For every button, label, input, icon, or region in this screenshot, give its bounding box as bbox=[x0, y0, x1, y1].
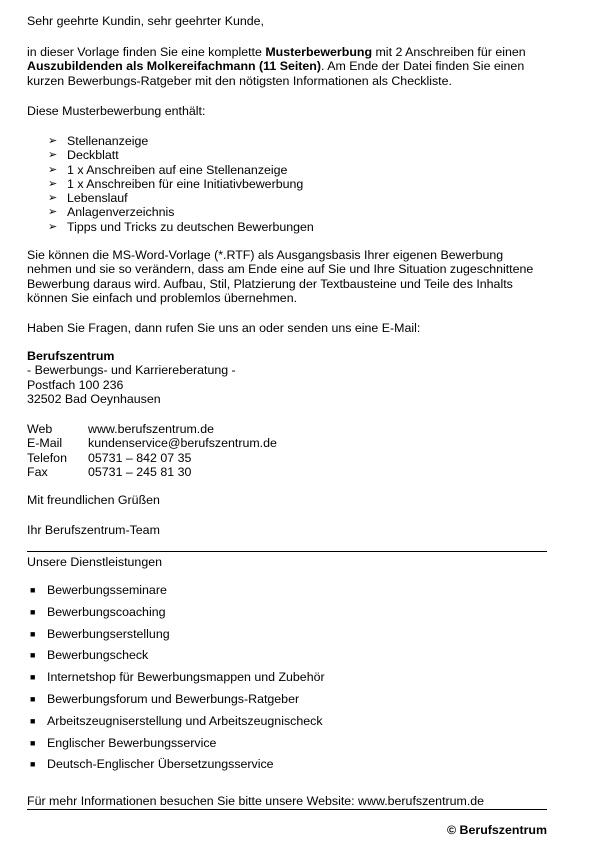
list-item bbox=[30, 582, 325, 604]
square-bullet-icon: ■ bbox=[30, 737, 36, 748]
list-item bbox=[48, 177, 314, 191]
list-item bbox=[30, 647, 325, 669]
service-label: Bewerbungsseminare bbox=[47, 583, 167, 597]
list-item-label: Deckblatt bbox=[67, 148, 119, 163]
service-label: Arbeitszeugniserstellung und Arbeitszeugnischeck bbox=[47, 713, 323, 728]
intro-bold-1: Musterbewerbung bbox=[265, 45, 373, 59]
contents-list bbox=[48, 134, 314, 234]
list-item bbox=[48, 163, 314, 177]
phone-number: 05731 – 842 07 35 bbox=[88, 450, 192, 465]
arrow-bullet-icon: ➢ bbox=[48, 149, 58, 162]
list-item bbox=[48, 220, 314, 234]
address-city: 32502 Bad Oeynhausen bbox=[27, 391, 161, 406]
questions-paragraph: Haben Sie Fragen, dann rufen Sie uns an oder senden uns eine E-Mail: bbox=[27, 321, 421, 335]
list-item-label: Tipps und Tricks zu deutschen Bewerbungen bbox=[67, 219, 314, 234]
square-bullet-icon: ■ bbox=[30, 585, 36, 595]
square-bullet-icon: ■ bbox=[30, 759, 36, 770]
contact-row-email bbox=[27, 436, 277, 450]
footer-divider bbox=[27, 809, 547, 810]
salutation: Sehr geehrte Kundin, sehr geehrter Kunde, bbox=[27, 14, 264, 28]
services-list bbox=[30, 582, 325, 778]
service-label: Bewerbungscoaching bbox=[47, 604, 166, 619]
list-item-label: 1 x Anschreiben für eine Initiativbewerbung bbox=[67, 176, 304, 191]
website-link[interactable]: www.berufszentrum.de bbox=[88, 422, 215, 436]
square-bullet-icon: ■ bbox=[30, 628, 36, 639]
arrow-bullet-icon: ➢ bbox=[48, 163, 58, 176]
list-item bbox=[30, 626, 325, 648]
intro-bold-2: Auszubildenden als Molkereifachmann (11 Seiten) bbox=[27, 59, 322, 74]
contact-row-web bbox=[27, 422, 277, 436]
list-item bbox=[30, 604, 325, 626]
intro-text-3: . Am Ende der Datei finden Sie einen kurzen Bewerbungs-Ratgeber mit den nötigsten Informationen als Checkliste. bbox=[27, 59, 525, 88]
list-item bbox=[48, 148, 314, 162]
contact-label: Telefon bbox=[27, 450, 67, 465]
list-item bbox=[48, 134, 314, 148]
arrow-bullet-icon: ➢ bbox=[48, 206, 58, 219]
contact-label: E-Mail bbox=[27, 436, 63, 451]
arrow-bullet-icon: ➢ bbox=[48, 220, 58, 233]
contact-label: Web bbox=[27, 422, 53, 436]
service-label: Bewerbungscheck bbox=[47, 648, 149, 663]
intro-text-1: in dieser Vorlage finden Sie eine komplette bbox=[27, 45, 266, 59]
service-label: Bewerbungserstellung bbox=[47, 626, 170, 641]
square-bullet-icon: ■ bbox=[30, 650, 36, 661]
fax-number: 05731 – 245 81 30 bbox=[88, 464, 192, 479]
closing: Mit freundlichen Grüßen bbox=[27, 493, 160, 507]
services-heading: Unsere Dienstleistungen bbox=[27, 555, 162, 569]
email-link[interactable]: kundenservice@berufszentrum.de bbox=[88, 436, 277, 451]
service-label: Internetshop für Bewerbungsmappen und Zubehör bbox=[47, 670, 325, 685]
list-item bbox=[30, 691, 325, 713]
arrow-bullet-icon: ➢ bbox=[48, 192, 58, 205]
square-bullet-icon: ■ bbox=[30, 693, 36, 704]
contact-details bbox=[27, 422, 277, 479]
contents-heading: Diese Musterbewerbung enthält: bbox=[27, 104, 206, 118]
square-bullet-icon: ■ bbox=[30, 606, 36, 617]
square-bullet-icon: ■ bbox=[30, 672, 36, 683]
company-name: Berufszentrum bbox=[27, 349, 115, 363]
contact-label: Fax bbox=[27, 464, 48, 479]
footer-info: Für mehr Informationen besuchen Sie bitte unsere Website: www.berufszentrum.de bbox=[27, 794, 485, 808]
contact-row-phone bbox=[27, 451, 277, 465]
list-item bbox=[30, 713, 325, 735]
list-item bbox=[30, 756, 325, 778]
list-item bbox=[30, 735, 325, 757]
list-item-label: Anlagenverzeichnis bbox=[67, 205, 175, 220]
list-item-label: Stellenanzeige bbox=[67, 134, 149, 148]
address-street: Postfach 100 236 bbox=[27, 377, 124, 392]
list-item-label: Lebenslauf bbox=[67, 191, 128, 206]
company-subtitle: - Bewerbungs- und Karriereberatung - bbox=[27, 363, 236, 378]
list-item-label: 1 x Anschreiben auf eine Stellenanzeige bbox=[67, 162, 288, 177]
arrow-bullet-icon: ➢ bbox=[48, 135, 58, 147]
intro-text-2: mit 2 Anschreiben für einen bbox=[372, 45, 526, 59]
divider bbox=[27, 551, 547, 552]
list-item bbox=[30, 669, 325, 691]
intro-paragraph bbox=[27, 45, 547, 88]
arrow-bullet-icon: ➢ bbox=[48, 177, 58, 190]
square-bullet-icon: ■ bbox=[30, 715, 36, 726]
contact-row-fax bbox=[27, 465, 277, 479]
address-block bbox=[27, 349, 547, 406]
service-label: Englischer Bewerbungsservice bbox=[47, 735, 217, 750]
usage-paragraph: Sie können die MS-Word-Vorlage (*.RTF) als Ausgangsbasis Ihrer eigenen Bewerbung nehmen und sie so verändern, dass am Ende eine auf Sie und Ihre Situation zugeschnittene Bewerbung daraus wird. Aufbau, Stil, Platzierung der Textbausteine und Teile des Inhalts können Sie einfach und problemlos übernehmen. bbox=[27, 248, 534, 305]
list-item bbox=[48, 191, 314, 205]
copyright: © Berufszentrum bbox=[446, 823, 547, 837]
list-item bbox=[48, 205, 314, 219]
service-label: Deutsch-Englischer Übersetzungsservice bbox=[47, 757, 274, 772]
signature: Ihr Berufszentrum-Team bbox=[27, 523, 160, 537]
service-label: Bewerbungsforum und Bewerbungs-Ratgeber bbox=[47, 691, 300, 706]
